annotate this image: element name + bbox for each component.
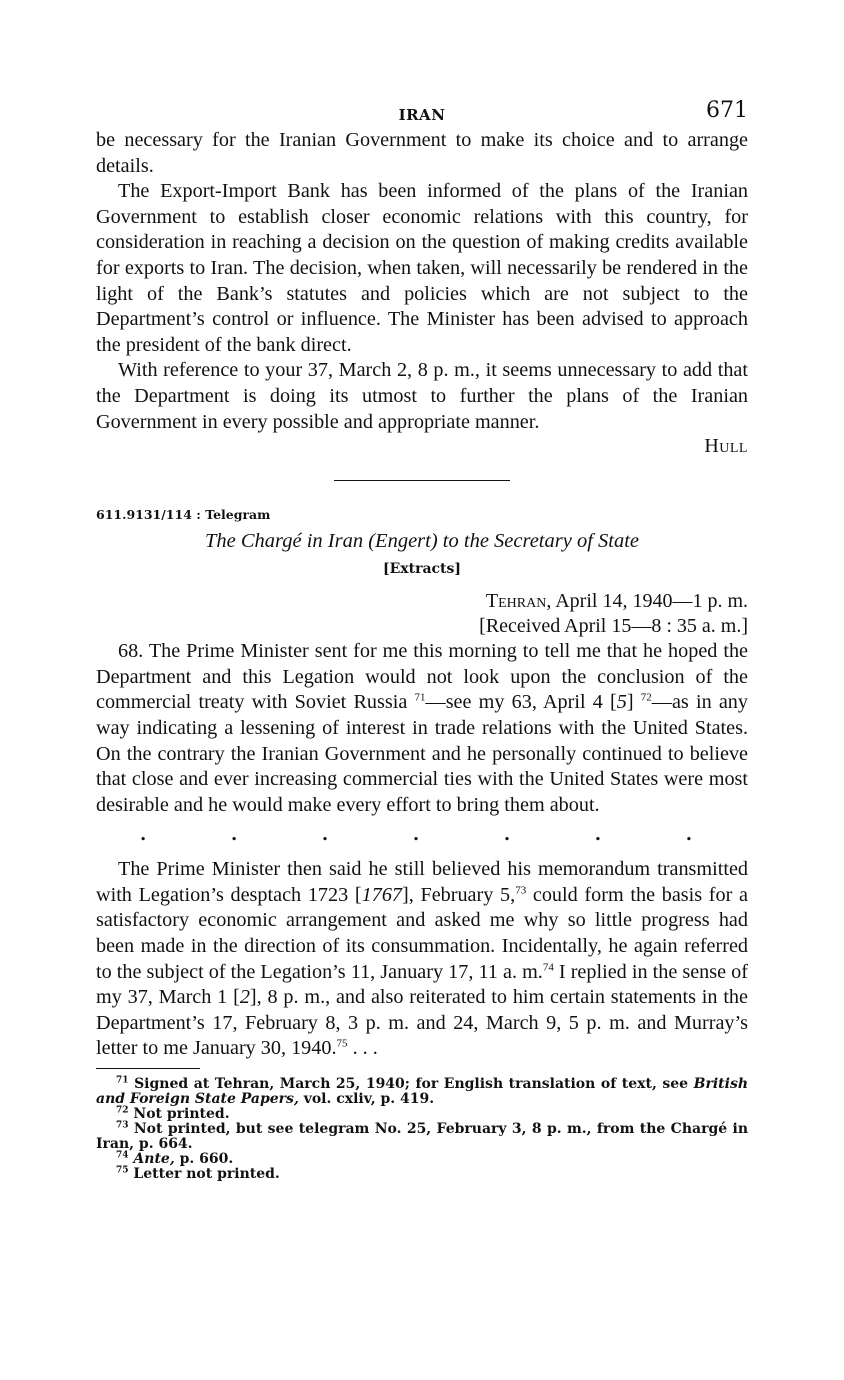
- footnote-72: [96, 1107, 748, 1122]
- paragraph-memorandum: [96, 857, 748, 1062]
- extracts-label: [Extracts]: [382, 561, 462, 578]
- document-title: The Chargé in Iran (Engert) to the Secretary of State: [204, 530, 640, 553]
- received-date: [Received April 15—8 : 35 a. m.]: [479, 615, 748, 638]
- dateline: [96, 589, 748, 639]
- dateline-date: April 14, 1940—1 p. m.: [551, 590, 748, 613]
- dot: .: [230, 824, 238, 846]
- text-run: . . .: [347, 1037, 378, 1060]
- omission-dots: [96, 824, 748, 845]
- footnote-71: [96, 1077, 748, 1107]
- page-header: [96, 98, 748, 128]
- footnote-text: p. 660.: [174, 1151, 234, 1168]
- dot: .: [685, 824, 692, 846]
- footnote-number: 74: [116, 1150, 129, 1161]
- italic-text: 1767: [361, 883, 402, 906]
- text-run: ], February 5,: [402, 883, 516, 906]
- footnote-75: [96, 1167, 748, 1182]
- text-run: The Prime Minister then said he still believed his memorandum transmitted with Legation’s desptach 1723 [: [96, 858, 748, 906]
- page-number: 671: [706, 98, 748, 123]
- footnote-73: [96, 1122, 748, 1152]
- footnote-number: 73: [116, 1120, 129, 1131]
- footnote-text: Not printed, but see telegram No. 25, February 3, 8 p. m., from the Chargé in Iran, p. 664.: [96, 1121, 748, 1153]
- dot: .: [140, 824, 147, 846]
- dot: .: [503, 824, 511, 846]
- paragraph-export-import-bank: The Export-Import Bank has been informed of the plans of the Iranian Government to establish closer economic relations with this country, for consideration in reaching a decision on the question of making credits available for exports to Iran. The decision, when taken, will necessarily be rendered in the light of the Bank’s statutes and policies which are not subject to the Department’s control or influence. The Minister has been advised to approach the president of the bank direct.: [96, 180, 748, 356]
- italic-text: 2: [239, 986, 250, 1009]
- sent-date: [96, 589, 748, 614]
- footnote-italic: Ante,: [128, 1151, 175, 1168]
- paragraph-reference: With reference to your 37, March 2, 8 p. m., it seems unnecessary to add that the Department is doing its utmost to further the plans of the Iranian Government in every possible and appropriate manner.: [96, 359, 748, 433]
- file-reference: 611.9131/114 : Telegram: [96, 507, 271, 523]
- footnotes: [96, 1077, 748, 1182]
- footnote-number: 71: [116, 1075, 129, 1086]
- paragraph-prime-minister-68: [96, 639, 748, 818]
- dot: .: [412, 824, 420, 846]
- paragraph-continued: be necessary for the Iranian Government to make its choice and to arrange details.: [96, 129, 748, 177]
- footnote-text: vol. cxliv, p. 419.: [298, 1091, 435, 1108]
- text-run: ]: [626, 691, 641, 714]
- document-page: [96, 98, 748, 1182]
- dot: .: [594, 824, 602, 846]
- footnote-ref-73: 73: [515, 884, 527, 897]
- footnote-number: 75: [116, 1165, 129, 1176]
- footnote-divider: [96, 1068, 200, 1069]
- footnote-ref-71: 71: [414, 691, 426, 704]
- footnote-italic: British and Foreign State Papers,: [96, 1076, 748, 1108]
- text-run: ], 8 p. m., and also reiterated to him certain statements in the Department’s 17, February 8, 3 p. m. and 24, March 9, 5 p. m. and Murray’s letter to me January 30, 1940.: [96, 986, 748, 1060]
- footnote-ref-74: 74: [542, 960, 554, 973]
- text-run: could form the basis for a satisfactory economic arrangement and asked me why so little progress had been made in the direction of its consummation. Incidentally, he again referred to the subject of the Legation’s 11, January 17, 11 a. m.: [96, 883, 748, 983]
- footnote-text: Not printed.: [128, 1106, 230, 1123]
- dateline-place: Tehran,: [485, 590, 552, 613]
- text-run: 68. The Prime Minister sent for me this morning to tell me that he hoped the Department and this Legation would not look upon the conclusion of the commercial treaty with Soviet Russia: [96, 640, 748, 714]
- text-run: —as in any way indicating a lessening of interest in trade relations with the United States. On the contrary the Iranian Government and he personally continued to believe that close and ever increasing commercial ties with the United States were most desirable and he would make every effort to bring them about.: [96, 691, 748, 816]
- section-divider: [334, 480, 510, 481]
- italic-text: 5: [616, 691, 627, 714]
- dot: .: [321, 824, 329, 846]
- footnote-74: [96, 1152, 748, 1167]
- text-run: I replied in the sense of my 37, March 1 [: [96, 960, 748, 1009]
- footnote-ref-75: 75: [336, 1037, 348, 1050]
- footnote-number: 72: [116, 1105, 129, 1116]
- footnote-text: Signed at Tehran, March 25, 1940; for English translation of text, see: [128, 1076, 694, 1093]
- text-run: —see my 63, April 4 [: [425, 691, 617, 714]
- footnote-ref-72: 72: [640, 691, 652, 704]
- signature-hull: Hull: [704, 435, 748, 458]
- running-head: IRAN: [398, 106, 446, 124]
- footnote-text: Letter not printed.: [128, 1166, 280, 1183]
